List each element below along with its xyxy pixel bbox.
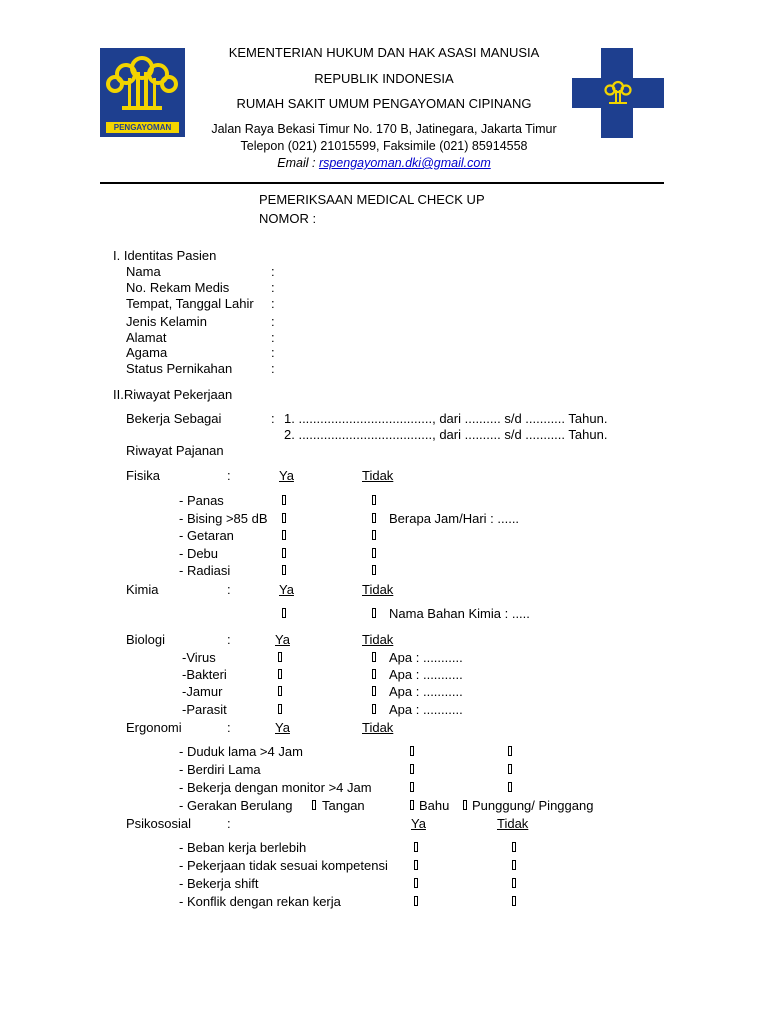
kimia-label: Kimia bbox=[126, 582, 159, 597]
checkbox-ya[interactable] bbox=[278, 669, 282, 679]
form-title: PEMERIKSAAN MEDICAL CHECK UP bbox=[259, 192, 485, 207]
option-bahu: Bahu bbox=[419, 798, 450, 813]
fisika-item: - Radiasi bbox=[179, 563, 231, 578]
pengayoman-logo bbox=[100, 48, 185, 137]
hospital-cross-logo bbox=[572, 48, 664, 138]
field-label: Alamat bbox=[126, 330, 167, 345]
kimia-ya-header: Ya bbox=[279, 582, 294, 597]
kimia-colon: : bbox=[227, 582, 231, 597]
checkbox-tidak[interactable] bbox=[372, 608, 376, 618]
ergonomi-colon: : bbox=[227, 720, 231, 735]
checkbox-tidak[interactable] bbox=[372, 669, 376, 679]
checkbox-ya[interactable] bbox=[282, 513, 286, 523]
field-label: Agama bbox=[126, 345, 168, 360]
checkbox-tidak[interactable] bbox=[508, 764, 512, 774]
checkbox-tidak[interactable] bbox=[512, 860, 516, 870]
checkbox-ya[interactable] bbox=[414, 860, 418, 870]
hospital-email bbox=[200, 157, 568, 170]
psikososial-item: - Beban kerja berlebih bbox=[179, 840, 307, 855]
psikososial-label: Psikososial bbox=[126, 816, 192, 831]
kimia-tidak-header: Tidak bbox=[362, 582, 394, 597]
kimia-note: Nama Bahan Kimia : ..... bbox=[389, 606, 530, 621]
field-separator: : bbox=[271, 314, 275, 329]
hospital-phone: Telepon (021) 21015599, Faksimile (021) 85914558 bbox=[240, 139, 528, 153]
checkbox-ya[interactable] bbox=[414, 878, 418, 888]
section-pekerjaan-heading: II.Riwayat Pekerjaan bbox=[113, 387, 233, 402]
checkbox-tidak[interactable] bbox=[508, 746, 512, 756]
ergonomi-ya-header: Ya bbox=[275, 720, 290, 735]
biologi-note: Apa : ........... bbox=[389, 702, 463, 717]
biologi-label: Biologi bbox=[126, 632, 166, 647]
checkbox-tidak[interactable] bbox=[372, 513, 376, 523]
checkbox-tidak[interactable] bbox=[372, 704, 376, 714]
checkbox-punggung[interactable] bbox=[463, 800, 467, 810]
biologi-tidak-header: Tidak bbox=[362, 632, 394, 647]
checkbox-tidak[interactable] bbox=[372, 530, 376, 540]
biologi-colon: : bbox=[227, 632, 231, 647]
checkbox-bahu[interactable] bbox=[410, 800, 414, 810]
fisika-tidak-header: Tidak bbox=[362, 468, 394, 483]
biologi-item: -Bakteri bbox=[182, 667, 227, 682]
checkbox-tidak[interactable] bbox=[512, 842, 516, 852]
fisika-item: - Panas bbox=[179, 493, 224, 508]
ergonomi-item: - Berdiri Lama bbox=[179, 762, 261, 777]
bekerja-separator: : bbox=[271, 411, 275, 426]
bekerja-line-2: 2. ....................................., dari .......... s/d ........... Tahun. bbox=[284, 427, 608, 442]
fisika-item: - Debu bbox=[179, 546, 219, 561]
field-separator: : bbox=[271, 280, 275, 295]
checkbox-tangan[interactable] bbox=[312, 800, 316, 810]
hospital-address: Jalan Raya Bekasi Timur No. 170 B, Jatinegara, Jakarta Timur bbox=[211, 122, 557, 136]
field-label: Jenis Kelamin bbox=[126, 314, 207, 329]
country-name: REPUBLIK INDONESIA bbox=[314, 71, 454, 86]
checkbox-ya[interactable] bbox=[410, 746, 414, 756]
option-punggung: Punggung/ Pinggang bbox=[472, 798, 594, 813]
email-link[interactable]: rspengayoman.dki@gmail.com bbox=[318, 156, 491, 170]
biologi-note: Apa : ........... bbox=[389, 650, 463, 665]
field-label: Tempat, Tanggal Lahir bbox=[126, 296, 254, 311]
fisika-colon: : bbox=[227, 468, 231, 483]
field-separator: : bbox=[271, 264, 275, 279]
fisika-label: Fisika bbox=[126, 468, 160, 483]
checkbox-tidak[interactable] bbox=[512, 896, 516, 906]
biologi-ya-header: Ya bbox=[275, 632, 290, 647]
checkbox-ya[interactable] bbox=[410, 764, 414, 774]
field-separator: : bbox=[271, 361, 275, 376]
field-label: Nama bbox=[126, 264, 161, 279]
field-separator: : bbox=[271, 345, 275, 360]
fisika-item: - Getaran bbox=[179, 528, 234, 543]
checkbox-ya[interactable] bbox=[282, 608, 286, 618]
ergonomi-item: - Bekerja dengan monitor >4 Jam bbox=[179, 780, 372, 795]
hospital-name: RUMAH SAKIT UMUM PENGAYOMAN CIPINANG bbox=[236, 96, 532, 111]
biologi-item: -Virus bbox=[182, 650, 216, 665]
field-label: No. Rekam Medis bbox=[126, 280, 230, 295]
field-label: Status Pernikahan bbox=[126, 361, 233, 376]
bising-note: Berapa Jam/Hari : ...... bbox=[389, 511, 520, 526]
header-divider bbox=[100, 182, 664, 184]
pajanan-label: Riwayat Pajanan bbox=[126, 443, 224, 458]
ministry-name: KEMENTERIAN HUKUM DAN HAK ASASI MANUSIA bbox=[228, 45, 540, 60]
psikososial-item: - Pekerjaan tidak sesuai kompetensi bbox=[179, 858, 388, 873]
logo-label: PENGAYOMAN bbox=[106, 122, 179, 133]
bekerja-label: Bekerja Sebagai bbox=[126, 411, 222, 426]
checkbox-tidak[interactable] bbox=[372, 495, 376, 505]
checkbox-tidak[interactable] bbox=[372, 686, 376, 696]
checkbox-ya[interactable] bbox=[278, 686, 282, 696]
checkbox-ya[interactable] bbox=[278, 704, 282, 714]
fisika-item: - Bising >85 dB bbox=[179, 511, 268, 526]
checkbox-ya[interactable] bbox=[278, 652, 282, 662]
psikososial-colon: : bbox=[227, 816, 231, 831]
section-identitas-heading: I. Identitas Pasien bbox=[113, 248, 217, 263]
psikososial-ya-header: Ya bbox=[411, 816, 426, 831]
fisika-ya-header: Ya bbox=[279, 468, 294, 483]
biologi-note: Apa : ........... bbox=[389, 667, 463, 682]
checkbox-ya[interactable] bbox=[410, 782, 414, 792]
psikososial-tidak-header: Tidak bbox=[497, 816, 529, 831]
checkbox-tidak[interactable] bbox=[372, 548, 376, 558]
ergonomi-label: Ergonomi bbox=[126, 720, 182, 735]
ergonomi-item: - Duduk lama >4 Jam bbox=[179, 744, 303, 759]
tree-emblem-icon bbox=[100, 48, 185, 118]
psikososial-item: - Konflik dengan rekan kerja bbox=[179, 894, 341, 909]
biologi-item: -Jamur bbox=[182, 684, 223, 699]
checkbox-ya[interactable] bbox=[414, 896, 418, 906]
checkbox-tidak[interactable] bbox=[372, 652, 376, 662]
checkbox-ya[interactable] bbox=[414, 842, 418, 852]
option-tangan: Tangan bbox=[322, 798, 365, 813]
biologi-note: Apa : ........... bbox=[389, 684, 463, 699]
checkbox-tidak[interactable] bbox=[508, 782, 512, 792]
form-number: NOMOR : bbox=[259, 211, 317, 226]
biologi-item: -Parasit bbox=[182, 702, 227, 717]
bekerja-line-1: 1. ....................................., dari .......... s/d ........... Tahun. bbox=[284, 411, 608, 426]
field-separator: : bbox=[271, 296, 275, 311]
ergonomi-item: - Gerakan Berulang bbox=[179, 798, 293, 813]
checkbox-ya[interactable] bbox=[282, 530, 286, 540]
tree-emblem-icon bbox=[598, 78, 638, 108]
field-separator: : bbox=[271, 330, 275, 345]
checkbox-tidak[interactable] bbox=[512, 878, 516, 888]
psikososial-item: - Bekerja shift bbox=[179, 876, 259, 891]
ergonomi-tidak-header: Tidak bbox=[362, 720, 394, 735]
checkbox-ya[interactable] bbox=[282, 495, 286, 505]
checkbox-tidak[interactable] bbox=[372, 565, 376, 575]
checkbox-ya[interactable] bbox=[282, 565, 286, 575]
email-label: Email : bbox=[277, 156, 319, 170]
checkbox-ya[interactable] bbox=[282, 548, 286, 558]
